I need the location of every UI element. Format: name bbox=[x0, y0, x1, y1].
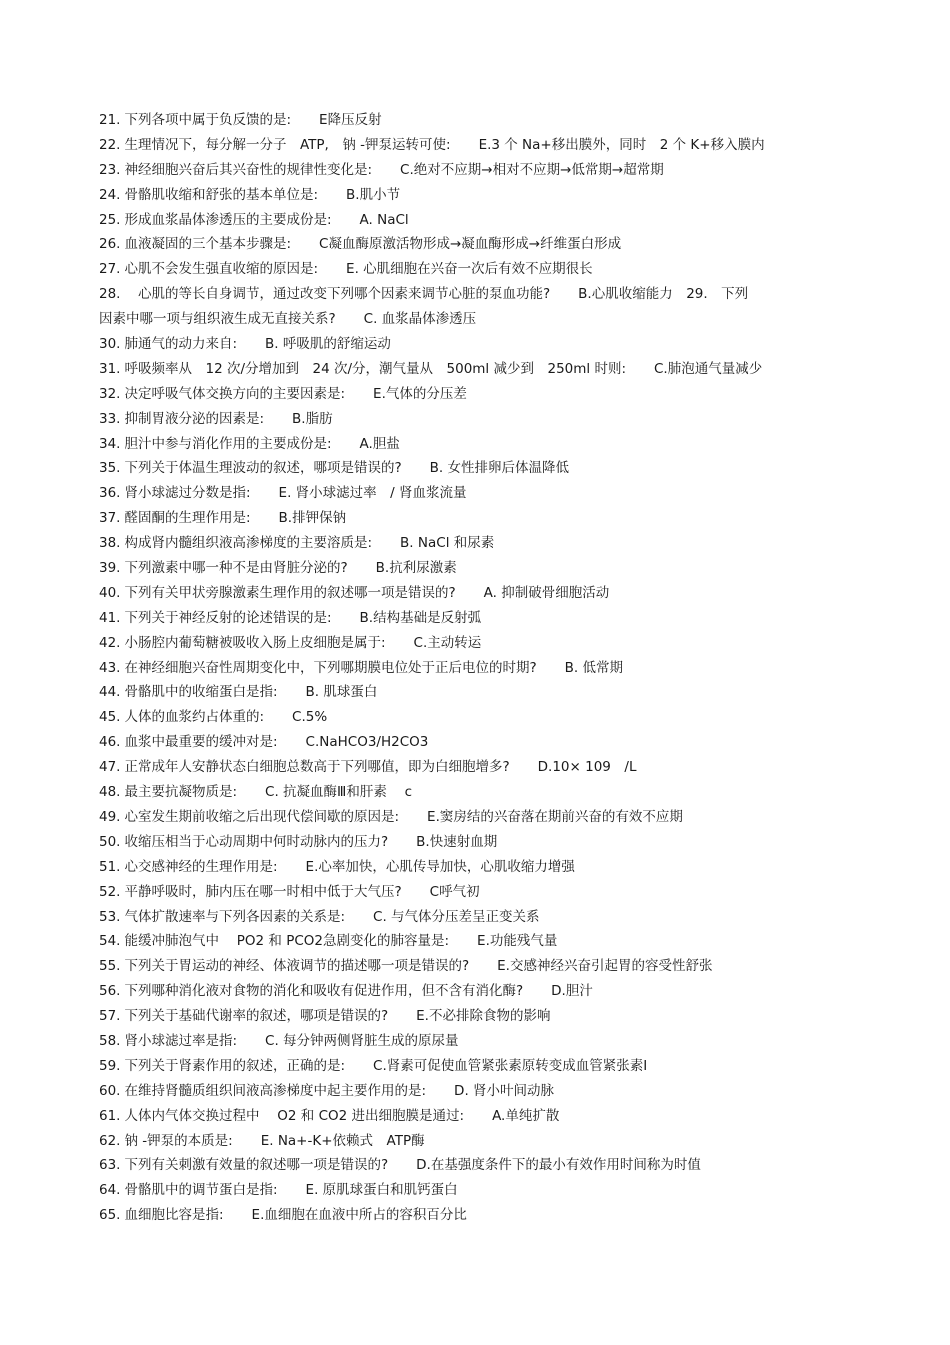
question-text: 下列哪种消化液对食物的消化和吸收有促进作用，但不含有消化酶? bbox=[124, 983, 524, 1000]
question-text: 下列关于基础代谢率的叙述，哪项是错误的? bbox=[124, 1008, 389, 1025]
question-number: 21. bbox=[99, 112, 121, 128]
answer-text: C.5% bbox=[292, 709, 328, 726]
question-text: 血细胞比容是指: bbox=[124, 1207, 224, 1224]
question-text: 肾小球滤过率是指: bbox=[124, 1032, 238, 1049]
question-number: 49. bbox=[99, 808, 121, 825]
question-line bbox=[99, 332, 851, 357]
answer-text: B. 低常期 bbox=[564, 659, 624, 676]
question-line bbox=[99, 830, 851, 855]
question-line bbox=[99, 556, 851, 581]
question-list bbox=[99, 108, 851, 1228]
answer-text: C.主动转运 bbox=[413, 634, 482, 651]
question-line bbox=[99, 1079, 851, 1104]
question-line bbox=[99, 1004, 851, 1029]
question-number: 57. bbox=[99, 1008, 121, 1025]
answer-text: E. 原肌球蛋白和肌钙蛋白 bbox=[305, 1182, 458, 1199]
question-text: 下列关于体温生理波动的叙述，哪项是错误的? bbox=[124, 460, 402, 477]
answer-text: E.不必排除食物的影响 bbox=[416, 1008, 551, 1025]
answer-text: C. 血浆晶体渗透压 bbox=[363, 311, 477, 328]
question-line bbox=[99, 680, 851, 705]
question-line bbox=[99, 1203, 851, 1228]
question-line bbox=[99, 1178, 851, 1203]
question-line bbox=[99, 780, 851, 805]
question-text: 平静呼吸时，肺内压在哪一时相中低于大气压? bbox=[124, 883, 402, 900]
question-line bbox=[99, 880, 851, 905]
question-line bbox=[99, 1104, 851, 1129]
question-text: 钠 -钾泵的本质是: bbox=[124, 1132, 233, 1149]
answer-text: C.NaHCO3/H2CO3 bbox=[305, 734, 429, 751]
question-number: 36. bbox=[99, 485, 121, 502]
answer-text: C. 抗凝血酶Ⅲ和肝素 c bbox=[265, 784, 413, 801]
question-line bbox=[99, 506, 851, 531]
question-text: 下列关于胃运动的神经、体液调节的描述哪一项是错误的? bbox=[124, 958, 470, 975]
answer-text: B.肌小节 bbox=[346, 186, 401, 203]
question-line bbox=[99, 183, 851, 208]
question-line bbox=[99, 1029, 851, 1054]
question-text: 在维持肾髓质组织间液高渗梯度中起主要作用的是: bbox=[124, 1082, 427, 1099]
answer-text: A. 抑制破骨细胞活动 bbox=[483, 584, 610, 601]
question-text: 心肌的等长自身调节，通过改变下列哪个因素来调节心脏的泵血功能? bbox=[124, 286, 551, 303]
question-line bbox=[99, 656, 851, 681]
question-number: 28. bbox=[99, 286, 121, 303]
question-number: 31. bbox=[99, 360, 121, 377]
answer-text: A.胆盐 bbox=[359, 435, 400, 452]
answer-text: C呼气初 bbox=[429, 883, 480, 900]
question-text: 下列有关刺激有效量的叙述哪一项是错误的? bbox=[124, 1157, 389, 1174]
question-number: 64. bbox=[99, 1182, 121, 1199]
question-number: 26. bbox=[99, 236, 121, 253]
question-number: 55. bbox=[99, 958, 121, 975]
answer-text: D.10× 109 /L bbox=[537, 759, 637, 776]
answer-text: E降压反射 bbox=[319, 112, 382, 128]
question-text: 呼吸频率从 12 次/分增加到 24 次/分，潮气量从 500ml 减少到 250ml 时则: bbox=[124, 360, 626, 377]
answer-text: D.在基强度条件下的最小有效作用时间称为时值 bbox=[416, 1157, 701, 1174]
question-text: 心交感神经的生理作用是: bbox=[124, 858, 278, 875]
question-line bbox=[99, 257, 851, 282]
question-text: 心室发生期前收缩之后出现代偿间歇的原因是: bbox=[124, 808, 400, 825]
question-line bbox=[99, 905, 851, 930]
question-text: 人体的血浆约占体重的: bbox=[124, 709, 265, 726]
question-number: 45. bbox=[99, 709, 121, 726]
question-text: 气体扩散速率与下列各因素的关系是: bbox=[124, 908, 346, 925]
question-line bbox=[99, 1153, 851, 1178]
answer-text: C凝血酶原激活物形成→凝血酶形成→纤维蛋白形成 bbox=[319, 236, 622, 253]
question-text: 血浆中最重要的缓冲对是: bbox=[124, 734, 278, 751]
question-line bbox=[99, 631, 851, 656]
question-text: 下列有关甲状旁腺激素生理作用的叙述哪一项是错误的? bbox=[124, 584, 456, 601]
question-number: 39. bbox=[99, 560, 121, 577]
question-number: 25. bbox=[99, 211, 121, 228]
answer-text: B.抗利尿激素 bbox=[375, 560, 457, 577]
question-line bbox=[99, 357, 851, 382]
question-number: 59. bbox=[99, 1057, 121, 1074]
question-text: 醛固酮的生理作用是: bbox=[124, 510, 251, 527]
question-number: 41. bbox=[99, 609, 121, 626]
question-number: 34. bbox=[99, 435, 121, 452]
answer-text: B. 呼吸肌的舒缩运动 bbox=[265, 336, 391, 353]
question-text: 人体内气体交换过程中 O2 和 CO2 进出细胞膜是通过: bbox=[124, 1107, 465, 1124]
answer-text: C. 与气体分压差呈正变关系 bbox=[373, 908, 540, 925]
answer-text: B.心肌收缩能力 29. 下列 bbox=[578, 286, 749, 303]
question-text: 骨骼肌中的收缩蛋白是指: bbox=[124, 684, 278, 701]
question-number: 40. bbox=[99, 584, 121, 601]
question-line bbox=[99, 531, 851, 556]
question-line bbox=[99, 158, 851, 183]
question-line bbox=[99, 755, 851, 780]
question-number: 32. bbox=[99, 385, 121, 402]
question-number: 42. bbox=[99, 634, 121, 651]
question-line bbox=[99, 805, 851, 830]
question-number: 63. bbox=[99, 1157, 121, 1174]
question-line bbox=[99, 208, 851, 233]
question-number: 37. bbox=[99, 510, 121, 527]
question-text: 小肠腔内葡萄糖被吸收入肠上皮细胞是属于: bbox=[124, 634, 386, 651]
question-number: 50. bbox=[99, 833, 121, 850]
question-number: 35. bbox=[99, 460, 121, 477]
question-text: 能缓冲肺泡气中 PO2 和 PCO2急剧变化的肺容量是: bbox=[124, 933, 450, 950]
question-number: 33. bbox=[99, 410, 121, 427]
question-line bbox=[99, 979, 851, 1004]
question-number: 38. bbox=[99, 535, 121, 552]
answer-text: E. 肾小球滤过率 / 肾血浆流量 bbox=[278, 485, 467, 502]
question-text: 决定呼吸气体交换方向的主要因素是: bbox=[124, 385, 346, 402]
answer-text: B. NaCl 和尿素 bbox=[400, 535, 495, 552]
question-line bbox=[99, 929, 851, 954]
answer-text: B.结构基础是反射弧 bbox=[359, 609, 482, 626]
answer-text: B.脂肪 bbox=[292, 410, 333, 427]
question-text: 神经细胞兴奋后其兴奋性的规律性变化是: bbox=[124, 161, 373, 178]
question-line bbox=[99, 705, 851, 730]
question-text: 胆汁中参与消化作用的主要成份是: bbox=[124, 435, 332, 452]
question-text: 在神经细胞兴奋性周期变化中，下列哪期膜电位处于正后电位的时期? bbox=[124, 659, 537, 676]
answer-text: B.快速射血期 bbox=[416, 833, 498, 850]
question-text: 肾小球滤过分数是指: bbox=[124, 485, 251, 502]
question-line bbox=[99, 581, 851, 606]
question-number: 48. bbox=[99, 784, 121, 801]
answer-text: C.肾素可促使血管紧张素原转变成血管紧张素Ⅰ bbox=[373, 1057, 648, 1074]
question-text: 因素中哪一项与组织液生成无直接关系? bbox=[99, 311, 336, 328]
question-number: 23. bbox=[99, 161, 121, 178]
answer-text: D. 肾小叶间动脉 bbox=[454, 1082, 555, 1099]
question-number: 43. bbox=[99, 659, 121, 676]
question-line bbox=[99, 282, 851, 307]
question-number: 54. bbox=[99, 933, 121, 950]
question-number: 60. bbox=[99, 1082, 121, 1099]
question-text: 抑制胃液分泌的因素是: bbox=[124, 410, 265, 427]
question-text: 肺通气的动力来自: bbox=[124, 336, 238, 353]
answer-text: B. 女性排卵后体温降低 bbox=[429, 460, 569, 477]
question-text: 骨骼肌中的调节蛋白是指: bbox=[124, 1182, 278, 1199]
answer-text: A. NaCl bbox=[359, 211, 409, 228]
question-line bbox=[99, 1054, 851, 1079]
answer-text: E.心率加快，心肌传导加快，心肌收缩力增强 bbox=[305, 858, 575, 875]
question-line bbox=[99, 432, 851, 457]
question-line bbox=[99, 730, 851, 755]
answer-text: E. Na+-K+依赖式 ATP酶 bbox=[260, 1132, 425, 1149]
question-number: 30. bbox=[99, 336, 121, 353]
question-line bbox=[99, 108, 851, 133]
question-line bbox=[99, 133, 851, 158]
answer-text: B. 肌球蛋白 bbox=[305, 684, 378, 701]
answer-text: D.胆汁 bbox=[551, 983, 593, 1000]
question-number: 52. bbox=[99, 883, 121, 900]
question-number: 53. bbox=[99, 908, 121, 925]
question-number: 27. bbox=[99, 261, 121, 278]
question-text: 下列关于肾素作用的叙述，正确的是: bbox=[124, 1057, 346, 1074]
question-text: 骨骼肌收缩和舒张的基本单位是: bbox=[124, 186, 319, 203]
question-line bbox=[99, 232, 851, 257]
question-text: 最主要抗凝物质是: bbox=[124, 784, 238, 801]
question-number: 44. bbox=[99, 684, 121, 701]
question-number: 62. bbox=[99, 1132, 121, 1149]
answer-text: E.功能残气量 bbox=[477, 933, 558, 950]
question-number: 46. bbox=[99, 734, 121, 751]
answer-text: E.血细胞在血液中所占的容积百分比 bbox=[251, 1207, 467, 1224]
answer-text: E.交感神经兴奋引起胃的容受性舒张 bbox=[497, 958, 713, 975]
question-number: 24. bbox=[99, 186, 121, 203]
question-text: 血液凝固的三个基本步骤是: bbox=[124, 236, 292, 253]
question-number: 56. bbox=[99, 983, 121, 1000]
question-line bbox=[99, 606, 851, 631]
question-text: 心肌不会发生强直收缩的原因是: bbox=[124, 261, 319, 278]
question-number: 61. bbox=[99, 1107, 121, 1124]
question-line bbox=[99, 307, 851, 332]
question-line bbox=[99, 407, 851, 432]
answer-text: E.窦房结的兴奋落在期前兴奋的有效不应期 bbox=[427, 808, 683, 825]
answer-text: B.排钾保钠 bbox=[278, 510, 347, 527]
question-number: 47. bbox=[99, 759, 121, 776]
question-number: 22. bbox=[99, 136, 121, 153]
question-line bbox=[99, 481, 851, 506]
answer-text: E.3 个 Na+移出膜外，同时 2 个 K+移入膜内 bbox=[478, 136, 765, 153]
answer-text: C. 每分钟两侧肾脏生成的原尿量 bbox=[265, 1032, 459, 1049]
question-text: 下列关于神经反射的论述错误的是: bbox=[124, 609, 332, 626]
question-line bbox=[99, 456, 851, 481]
question-line bbox=[99, 954, 851, 979]
answer-text: A.单纯扩散 bbox=[492, 1107, 560, 1124]
question-number: 65. bbox=[99, 1207, 121, 1224]
question-text: 生理情况下，每分解一分子 ATP, 钠 -钾泵运转可使: bbox=[124, 136, 451, 153]
question-line bbox=[99, 855, 851, 880]
question-number: 51. bbox=[99, 858, 121, 875]
question-text: 下列各项中属于负反馈的是: bbox=[124, 112, 292, 128]
answer-text: C.肺泡通气量减少 bbox=[654, 360, 763, 377]
question-text: 收缩压相当于心动周期中何时动脉内的压力? bbox=[124, 833, 389, 850]
question-text: 正常成年人安静状态白细胞总数高于下列哪值，即为白细胞增多? bbox=[124, 759, 510, 776]
question-text: 下列激素中哪一种不是由肾脏分泌的? bbox=[124, 560, 348, 577]
answer-text: C.绝对不应期→相对不应期→低常期→超常期 bbox=[400, 161, 664, 178]
question-text: 形成血浆晶体渗透压的主要成份是: bbox=[124, 211, 332, 228]
answer-text: E. 心肌细胞在兴奋一次后有效不应期很长 bbox=[346, 261, 593, 278]
question-line bbox=[99, 1129, 851, 1154]
answer-text: E.气体的分压差 bbox=[373, 385, 467, 402]
question-line bbox=[99, 382, 851, 407]
question-text: 构成肾内髓组织液高渗梯度的主要溶质是: bbox=[124, 535, 373, 552]
question-number: 58. bbox=[99, 1032, 121, 1049]
